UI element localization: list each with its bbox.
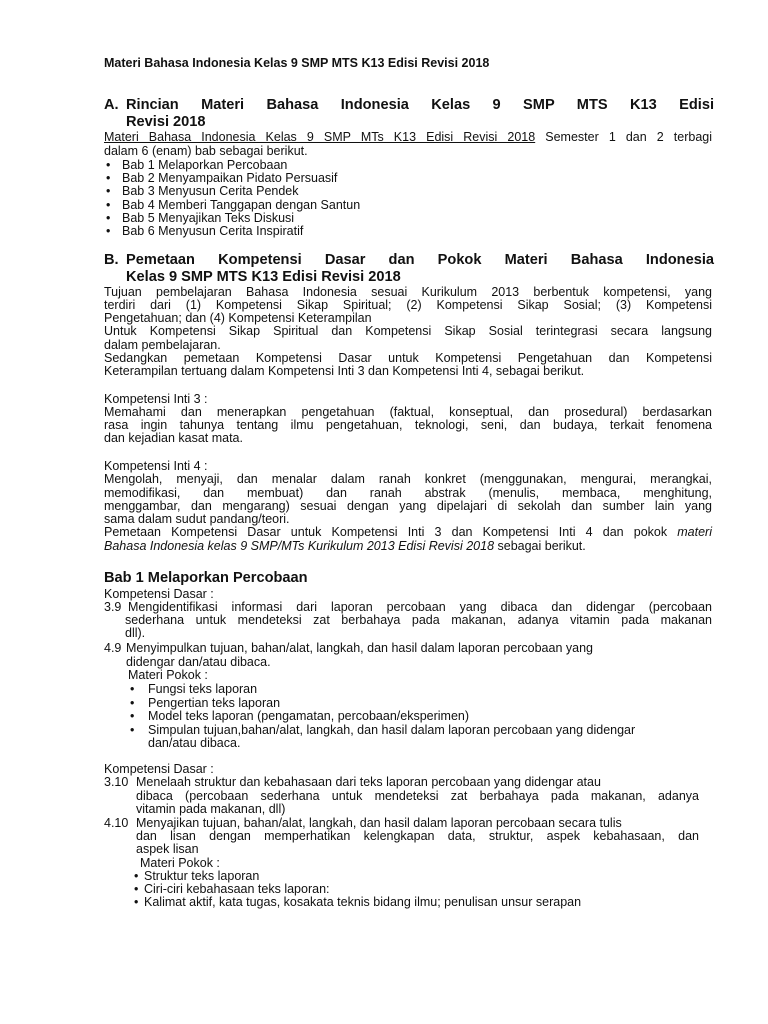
text-span: sebagai berikut. [494,539,586,553]
bullet-icon: • [106,158,111,172]
intro-text: Semester 1 dan 2 terbagi [535,130,712,144]
paragraph-line: Sedangkan pemetaan Kompetensi Dasar untuk Kompetensi Pengetahuan dan Kompetensi [104,351,712,365]
list-item-text: Simpulan tujuan,bahan/alat, langkah, dan hasil dalam laporan percobaan yang didengar [148,722,636,737]
bullet-icon: • [130,695,135,710]
bullet-icon: • [106,171,111,186]
bullet-icon: • [134,882,139,897]
bullet-icon: • [134,895,139,910]
list-item-text: Bab 6 Menyusun Cerita Inspiratif [122,224,304,238]
bullet-icon: • [106,224,111,238]
kd-line: Menyajikan tujuan, bahan/alat, langkah, dan hasil dalam laporan percobaan secara tulis [136,816,622,830]
mp-label: Materi Pokok : [128,668,208,682]
kd-line: dan lisan dengan memperhatikan kelengkapan data, struktur, aspek kebahasaan, dan [136,829,699,843]
bullet-icon: • [130,682,135,696]
section-a-title-line1: Rincian Materi Bahasa Indonesia Kelas 9 SMP MTS K13 Edisi [126,97,714,113]
list-item-text: Ciri-ciri kebahasaan teks laporan: [144,882,330,897]
kd-number: 3.10 [104,775,129,789]
section-b-label: B. [104,252,119,268]
kd-line: Menyimpulkan tujuan, bahan/alat, langkah, dan hasil dalam laporan percobaan yang [126,641,593,655]
paragraph-line: menggambar, dan mengarang) sesuai dengan yang dipelajari di sekolah dan sumber lain yang [104,499,712,513]
bab1-heading: Bab 1 Melaporkan Percobaan [104,570,308,586]
section-a-heading [104,97,714,131]
bullet-icon: • [106,197,111,212]
section-a-label: A. [104,97,119,113]
paragraph-line [104,526,712,539]
section-a-intro-line2: dalam 6 (enam) bab sebagai berikut. [104,144,308,158]
section-b-heading [104,252,714,286]
kd-number: 4.9 [104,641,122,655]
bullet-icon: • [106,184,111,199]
kd-line: dll). [125,626,146,640]
paragraph-line: sama dalam sudut pandang/teori. [104,512,290,526]
paragraph-line [104,540,712,553]
kd-label: Kompetensi Dasar : [104,762,214,776]
kd-line: vitamin pada makanan, dll) [136,802,286,816]
section-b-title-line1: Pemetaan Kompetensi Dasar dan Pokok Materi Bahasa Indonesia [126,252,714,268]
paragraph-line: memodifikasi, dan membuat) dan ranah abstrak (menulis, membaca, menghitung, [104,486,712,500]
kd-label: Kompetensi Dasar : [104,587,214,601]
kd-line: aspek lisan [136,842,199,856]
ki4-label: Kompetensi Inti 4 : [104,459,208,473]
section-a-title-line2: Revisi 2018 [126,114,206,130]
kd-line: Menelaah struktur dan kebahasaan dari teks laporan percobaan yang didengar atau [136,775,601,789]
kd-number: 3.9 [104,600,122,614]
list-item-text: Bab 5 Menyajikan Teks Diskusi [122,210,295,225]
bullet-icon: • [106,210,111,225]
ki3-label: Kompetensi Inti 3 : [104,392,208,406]
list-item-text: Bab 3 Menyusun Cerita Pendek [122,184,299,199]
list-item-text: Bab 2 Menyampaikan Pidato Persuasif [122,171,338,186]
list-item-text: Kalimat aktif, kata tugas, kosakata teknis bidang ilmu; penulisan unsur serapan [144,895,582,910]
text-span: Pemetaan Kompetensi Dasar untuk Kompetensi Inti 3 dan Kompetensi Inti 4 dan pokok [104,525,678,539]
document-title: Materi Bahasa Indonesia Kelas 9 SMP MTS K13 Edisi Revisi 2018 [104,56,490,70]
kd-line: Mengidentifikasi informasi dari laporan percobaan yang dibaca dan didengar (percobaan [128,600,712,614]
section-a-intro-line1 [104,131,712,144]
italic-text: Bahasa Indonesia kelas 9 SMP/MTs Kurikulum 2013 Edisi Revisi 2018 [104,539,495,553]
intro-link[interactable]: Materi Bahasa Indonesia Kelas 9 SMP MTs K13 Edisi Revisi 2018 [104,130,536,144]
section-b-title-line2: Kelas 9 SMP MTS K13 Edisi Revisi 2018 [126,269,401,285]
bullet-icon: • [130,722,135,737]
bullet-icon: • [134,869,139,883]
paragraph-line: Memahami dan menerapkan pengetahuan (faktual, konseptual, dan prosedural) berdasarkan [104,405,712,419]
mp-line: dan/atau dibaca. [148,736,241,750]
list-item-text: Bab 1 Melaporkan Percobaan [122,158,288,172]
italic-text: materi [677,525,712,539]
paragraph-line: Tujuan pembelajaran Bahasa Indonesia sesuai Kurikulum 2013 berbentuk kompetensi, yang [104,285,712,299]
list-item-text: Model teks laporan (pengamatan, percobaan/eksperimen) [148,709,470,723]
paragraph-line: rasa ingin tahunya tentang ilmu pengetahuan, teknologi, seni, dan budaya, terkait fenomena [104,418,712,432]
paragraph-line: Untuk Kompetensi Sikap Spiritual dan Kompetensi Sikap Sosial terintegrasi secara langsung [104,324,712,338]
list-item-text: Fungsi teks laporan [148,682,258,696]
kd-line: sederhana untuk mendeteksi zat berbahaya pada makanan, adanya vitamin pada makanan [125,613,712,627]
list-item-text: Bab 4 Memberi Tanggapan dengan Santun [122,197,361,212]
paragraph-line: dan kejadian kasat mata. [104,431,243,445]
list-item-text: Pengertian teks laporan [148,695,281,710]
paragraph-line: terdiri dari (1) Kompetensi Sikap Spiritual; (2) Kompetensi Sikap Sosial; (3) Kompetensi [104,298,712,312]
paragraph-line: Keterampilan tertuang dalam Kompetensi Inti 3 dan Kompetensi Inti 4, sebagai berikut. [104,364,585,378]
kd-line: didengar dan/atau dibaca. [126,655,271,669]
kd-line: dibaca (percobaan sederhana untuk mendeteksi zat berbahaya pada makanan, adanya [136,789,699,803]
paragraph-line: dalam pembelajaran. [104,338,221,352]
kd-number: 4.10 [104,816,129,830]
paragraph-line: Pengetahuan; dan (4) Kompetensi Keterampilan [104,311,372,325]
list-item-text: Struktur teks laporan [144,869,260,883]
paragraph-line: Mengolah, menyaji, dan menalar dalam ranah konkret (menggunakan, mengurai, merangkai, [104,472,712,486]
bullet-icon: • [130,709,135,723]
mp-label: Materi Pokok : [140,856,220,870]
